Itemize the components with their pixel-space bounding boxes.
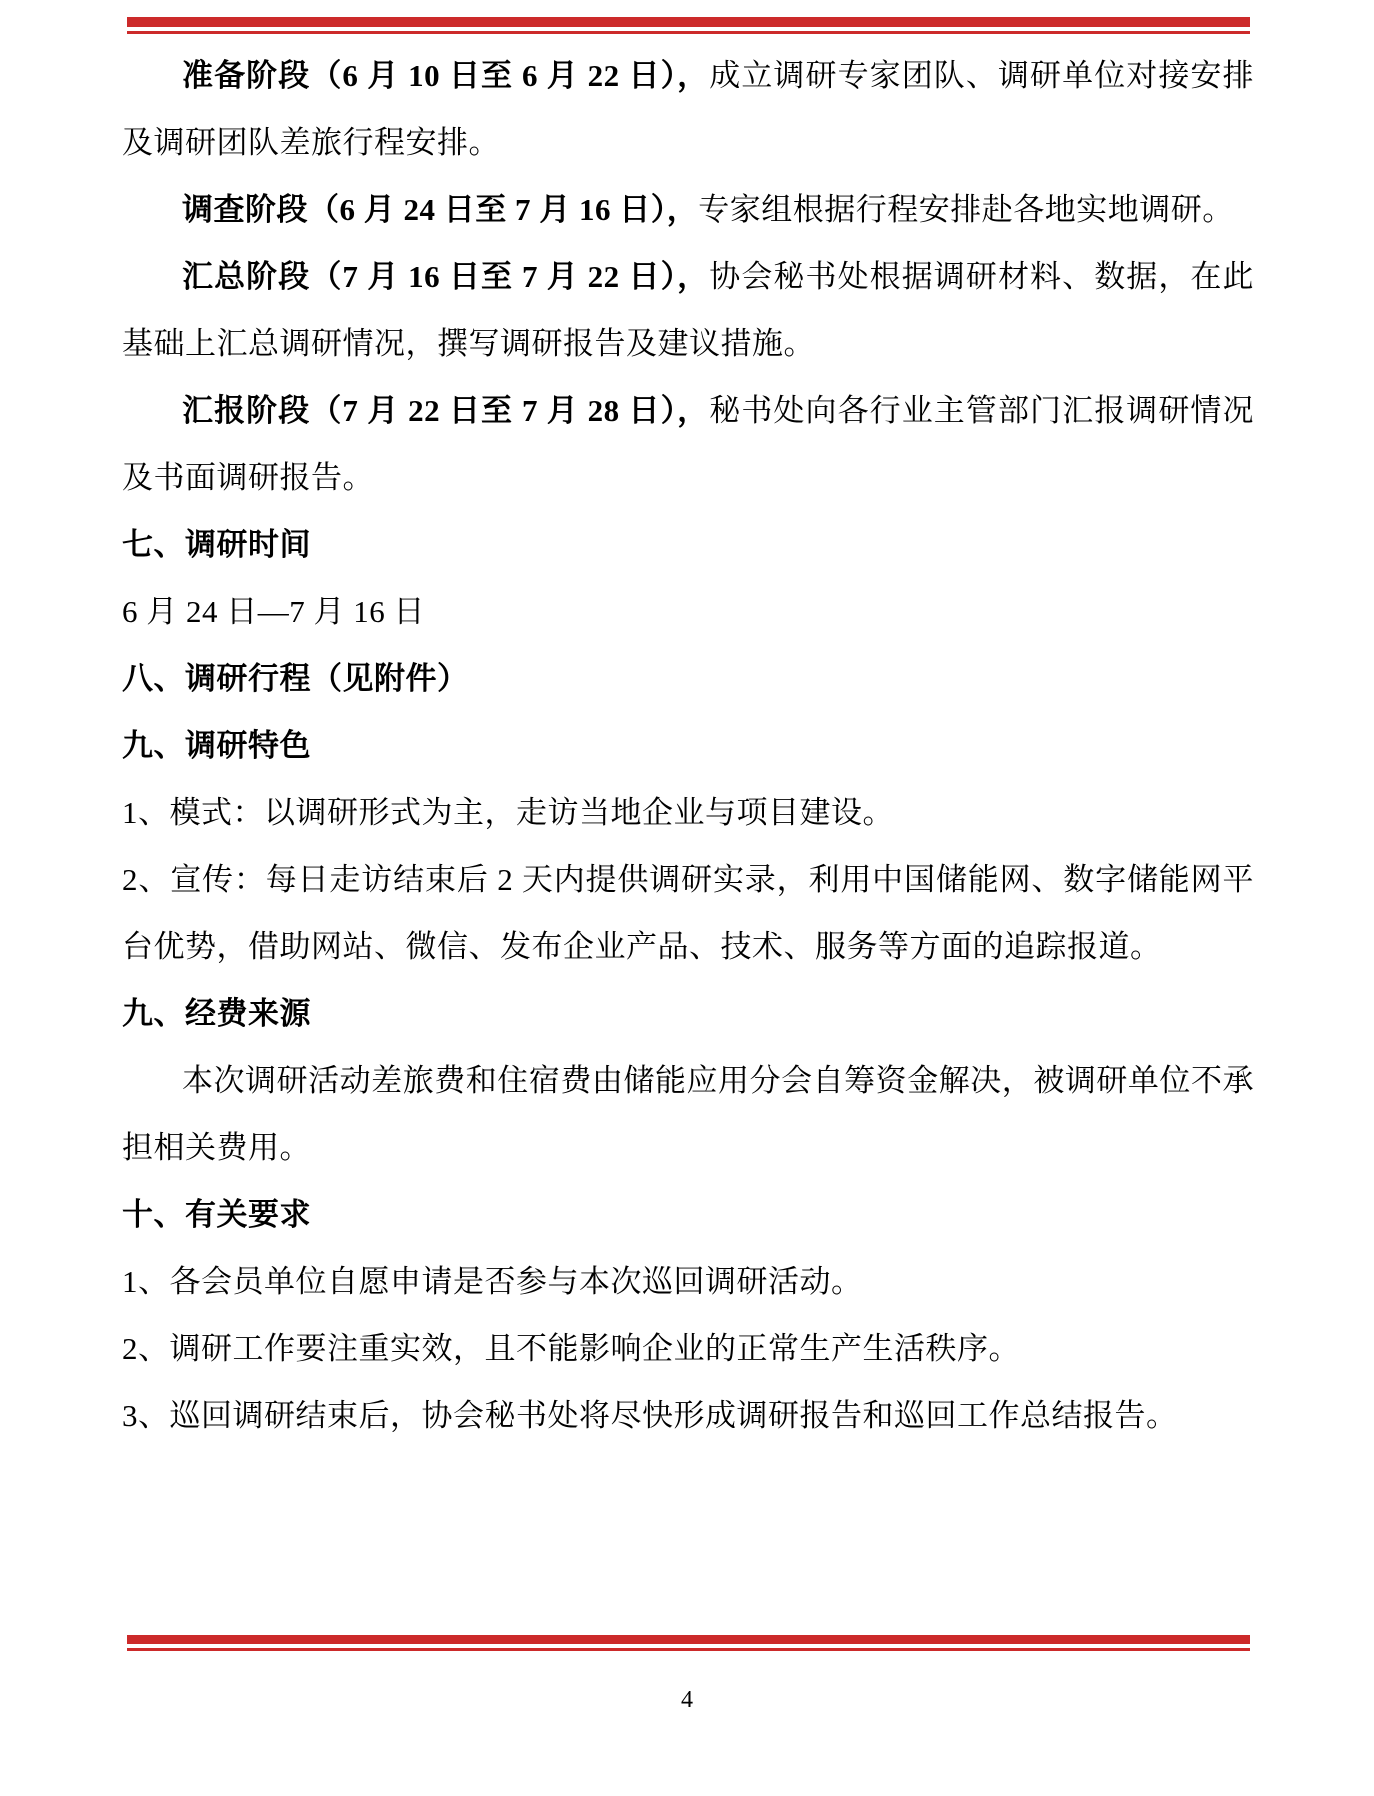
requirement-item-1: 1、各会员单位自愿申请是否参与本次巡回调研活动。 <box>122 1264 863 1299</box>
footer-rule-thin-line <box>127 1648 1250 1651</box>
stage-paragraph-preparation <box>122 42 1254 176</box>
header-rule-thin-line <box>127 31 1250 34</box>
footer-rule-thick-line <box>127 1635 1250 1644</box>
section-heading-features: 九、调研特色 <box>122 728 311 763</box>
stage-body-investigation: 专家组根据行程安排赴各地实地调研。 <box>698 192 1234 227</box>
section-heading-requirements: 十、有关要求 <box>122 1197 311 1232</box>
document-body <box>122 42 1254 1449</box>
stage-lead-investigation: 调查阶段（6 月 24 日至 7 月 16 日）， <box>182 192 699 227</box>
stage-lead-summary: 汇总阶段（7 月 16 日至 7 月 22 日）， <box>182 259 710 294</box>
section-heading-itinerary: 八、调研行程（见附件） <box>122 661 469 696</box>
feature-item-mode: 1、模式：以调研形式为主，走访当地企业与项目建设。 <box>122 795 894 830</box>
stage-body-summary: 协会秘书处根据调研材料、数据，在此基础上汇总调研情况，撰写调研报告及建议措施。 <box>122 259 1255 361</box>
stage-body-reporting: 秘书处向各行业主管部门汇报调研情况及书面调研报告。 <box>122 393 1255 495</box>
stage-body-preparation: 成立调研专家团队、调研单位对接安排及调研团队差旅行程安排。 <box>122 58 1255 160</box>
stage-lead-reporting: 汇报阶段（7 月 22 日至 7 月 28 日）， <box>182 393 710 428</box>
feature-item-publicity: 2、宣传：每日走访结束后 2 天内提供调研实录，利用中国储能网、数字储能网平台优势，借助网站、微信、发布企业产品、技术、服务等方面的追踪报道。 <box>122 862 1254 964</box>
requirement-item-2: 2、调研工作要注重实效，且不能影响企业的正常生产生活秩序。 <box>122 1331 1020 1366</box>
requirement-item-3: 3、巡回调研结束后，协会秘书处将尽快形成调研报告和巡回工作总结报告。 <box>122 1398 1178 1433</box>
page-number: 4 <box>681 1687 693 1713</box>
stage-lead-preparation: 准备阶段（6 月 10 日至 6 月 22 日）， <box>182 58 710 93</box>
stage-paragraph-investigation <box>122 176 1254 243</box>
section-heading-research-time: 七、调研时间 <box>122 527 311 562</box>
stage-paragraph-summary <box>122 243 1254 377</box>
header-rule-thick-line <box>127 17 1250 27</box>
research-time-range: 6 月 24 日—7 月 16 日 <box>122 594 425 629</box>
section-heading-funding: 九、经费来源 <box>122 996 311 1031</box>
footer-double-rule <box>127 1635 1250 1651</box>
stage-paragraph-reporting <box>122 377 1254 511</box>
header-double-rule <box>127 17 1250 34</box>
funding-paragraph: 本次调研活动差旅费和住宿费由储能应用分会自筹资金解决，被调研单位不承担相关费用。 <box>122 1063 1254 1165</box>
